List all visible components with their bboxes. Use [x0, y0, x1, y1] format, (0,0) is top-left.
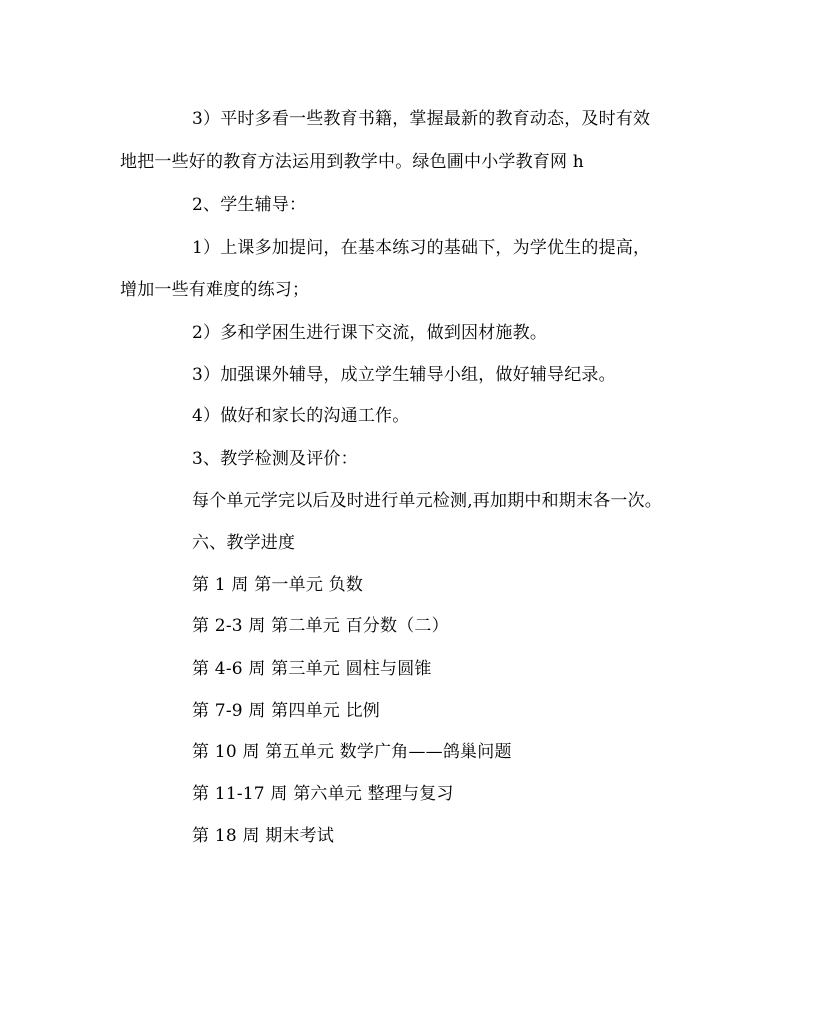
paragraph-line: 1）上课多加提问，在基本练习的基础下，为学优生的提高，: [192, 238, 651, 258]
schedule-item: 第 7-9 周 第四单元 比例: [192, 701, 380, 721]
schedule-item: 第 1 周 第一单元 负数: [192, 575, 364, 595]
paragraph-line: 3）平时多看一些教育书籍，掌握最新的教育动态，及时有效: [192, 109, 651, 129]
section-heading: 六、教学进度: [192, 533, 296, 553]
paragraph-line: 4）做好和家长的沟通工作。: [192, 406, 410, 426]
schedule-item: 第 11-17 周 第六单元 整理与复习: [192, 784, 454, 804]
paragraph-line: 每个单元学完以后及时进行单元检测,再加期中和期末各一次。: [192, 491, 663, 511]
paragraph-line: 3）加强课外辅导，成立学生辅导小组，做好辅导纪录。: [192, 365, 616, 385]
schedule-item: 第 4-6 周 第三单元 圆柱与圆锥: [192, 659, 432, 679]
paragraph-line: 地把一些好的教育方法运用到教学中。绿色圃中小学教育网 h: [120, 152, 584, 172]
schedule-item: 第 2-3 周 第二单元 百分数（二）: [192, 616, 449, 636]
paragraph-line: 2）多和学困生进行课下交流，做到因材施教。: [192, 323, 548, 343]
schedule-item: 第 18 周 期末考试: [192, 826, 335, 846]
section-heading: 3、教学检测及评价：: [192, 449, 358, 469]
paragraph-line: 增加一些有难度的练习；: [120, 280, 310, 300]
schedule-item: 第 10 周 第五单元 数学广角——鸽巢问题: [192, 742, 512, 762]
section-heading: 2、学生辅导：: [192, 195, 307, 215]
